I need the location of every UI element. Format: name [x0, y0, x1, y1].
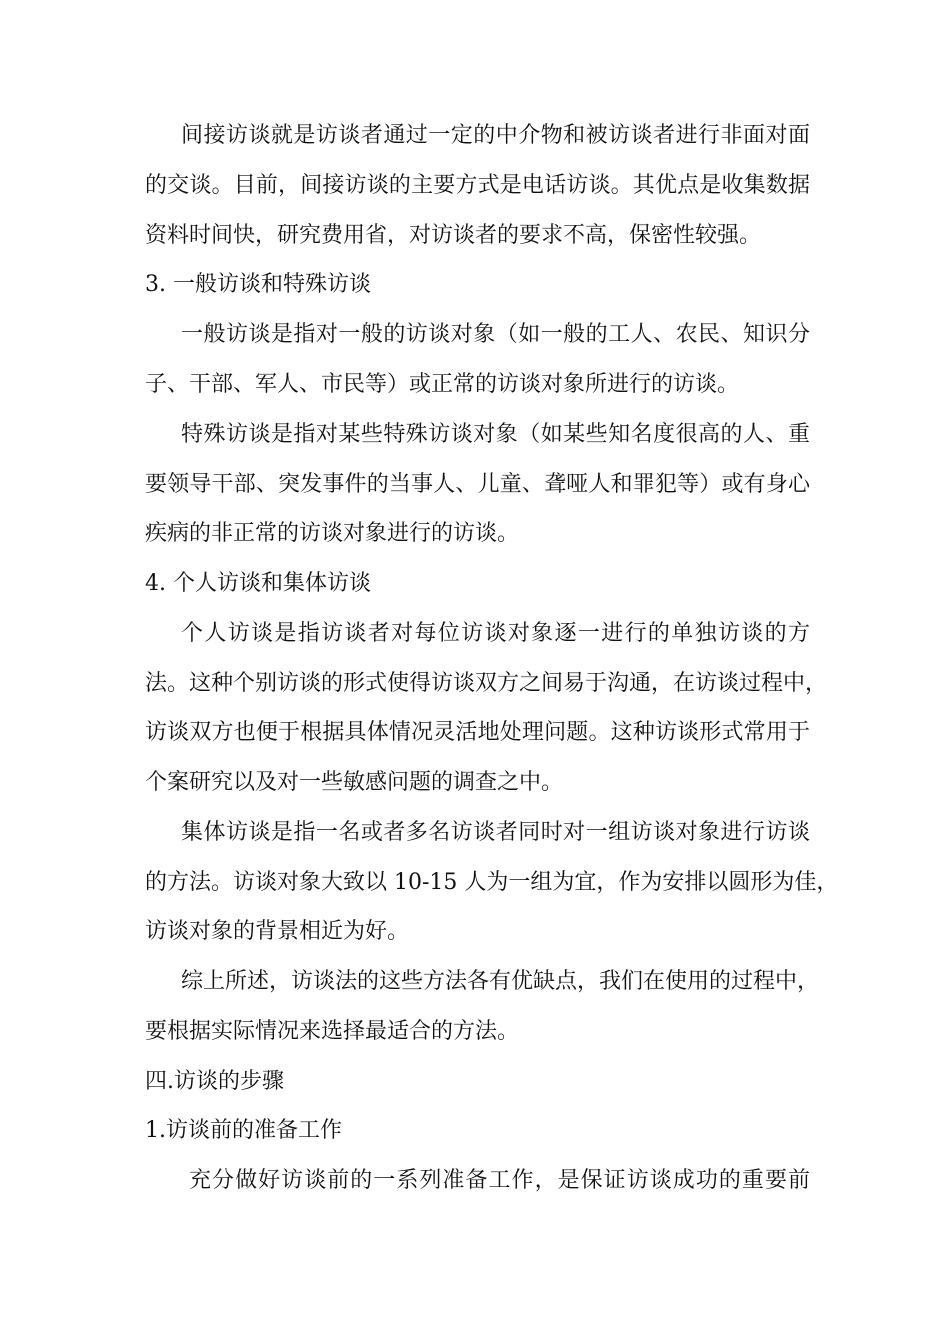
- paragraph-line: 要领导干部、突发事件的当事人、儿童、聋哑人和罪犯等）或有身心: [145, 472, 810, 497]
- paragraph-line: 一般访谈是指对一般的访谈对象（如一般的工人、农民、知识分: [181, 322, 810, 347]
- paragraph-line: 间接访谈就是访谈者通过一定的中介物和被访谈者进行非面对面: [181, 123, 810, 148]
- paragraph-line: 子、干部、军人、市民等）或正常的访谈对象所进行的访谈。: [145, 372, 740, 397]
- section-heading: 4. 个人访谈和集体访谈: [145, 571, 371, 596]
- paragraph-line: 资料时间快，研究费用省，对访谈者的要求不高，保密性较强。: [145, 223, 762, 248]
- paragraph-line: 法。这种个别访谈的形式使得访谈双方之间易于沟通，在访谈过程中，: [145, 671, 828, 696]
- paragraph-line: 访谈对象的背景相近为好。: [145, 919, 410, 944]
- paragraph-line: 个人访谈是指访谈者对每位访谈对象逐一进行的单独访谈的方: [181, 621, 810, 646]
- section-heading: 3. 一般访谈和特殊访谈: [145, 272, 371, 297]
- paragraph-line: 综上所述，访谈法的这些方法各有优缺点，我们在使用的过程中，: [181, 969, 820, 994]
- paragraph-line: 的交谈。目前，间接访谈的主要方式是电话访谈。其优点是收集数据: [145, 173, 810, 198]
- chapter-heading: 四.访谈的步骤: [145, 1069, 284, 1094]
- paragraph-line: 充分做好访谈前的一系列准备工作，是保证访谈成功的重要前: [189, 1168, 810, 1193]
- paragraph-line: 特殊访谈是指对某些特殊访谈对象（如某些知名度很高的人、重: [181, 422, 810, 447]
- paragraph-line: 要根据实际情况来选择最适合的方法。: [145, 1019, 520, 1044]
- paragraph-line: 的方法。访谈对象大致以 10-15 人为一组为宜，作为安排以圆形为佳，: [145, 870, 839, 895]
- paragraph-line: 访谈双方也便于根据具体情况灵活地处理问题。这种访谈形式常用于: [145, 720, 810, 745]
- paragraph-line: 集体访谈是指一名或者多名访谈者同时对一组访谈对象进行访谈: [181, 820, 810, 845]
- paragraph-line: 疾病的非正常的访谈对象进行的访谈。: [145, 521, 520, 546]
- section-heading: 1.访谈前的准备工作: [145, 1118, 342, 1143]
- paragraph-line: 个案研究以及对一些敏感问题的调查之中。: [145, 770, 564, 795]
